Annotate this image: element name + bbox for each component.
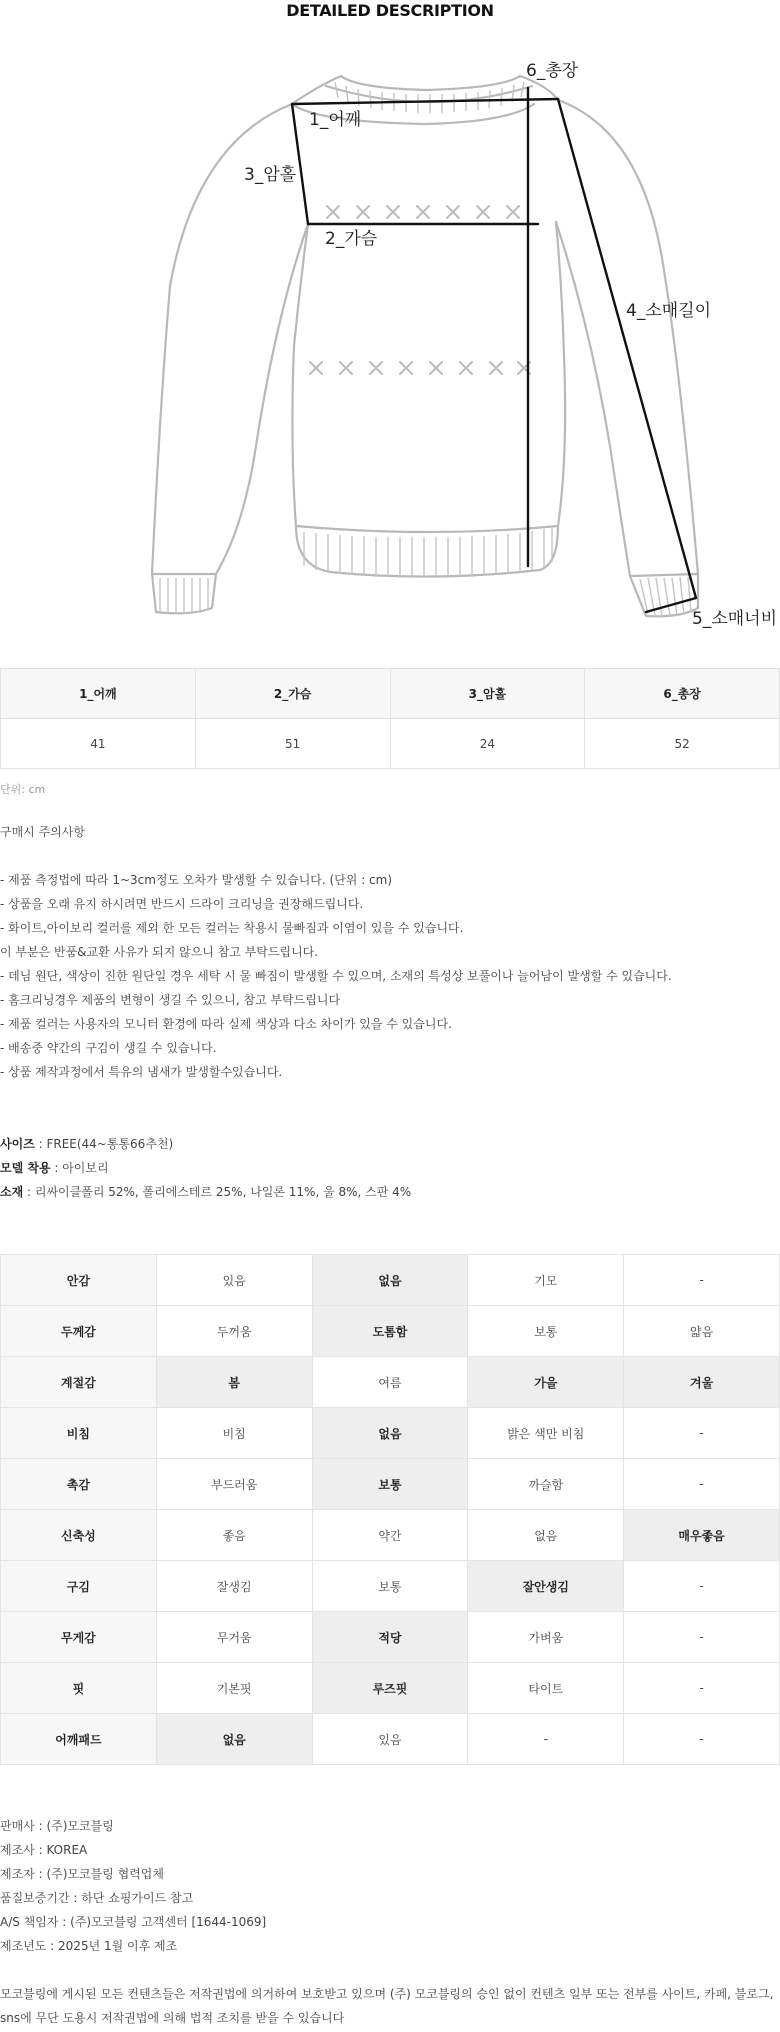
- seller-line: 판매사 : (주)모코블링: [0, 1819, 114, 1833]
- attribute-option: -: [468, 1714, 624, 1765]
- attribute-row: [1, 1510, 780, 1561]
- attribute-option: 밝은 색만 비침: [468, 1408, 624, 1459]
- armhole-line: [292, 104, 308, 224]
- attribute-option: -: [624, 1663, 780, 1714]
- attribute-option: 부드러움: [156, 1459, 312, 1510]
- attribute-option-selected: 루즈핏: [312, 1663, 468, 1714]
- size-header-cell: 6_총장: [585, 669, 780, 719]
- attribute-name-cell: 무게감: [1, 1612, 157, 1663]
- size-header-cell: 2_가슴: [195, 669, 390, 719]
- shoulder-line: [292, 99, 558, 104]
- caution-line: - 배송중 약간의 구김이 생길 수 있습니다.: [0, 1041, 217, 1055]
- attribute-option-selected: 매우좋음: [624, 1510, 780, 1561]
- attribute-option: 기모: [468, 1255, 624, 1306]
- armhole-label: 3_암홀: [244, 165, 297, 185]
- caution-line: - 제품 컬러는 사용자의 모니터 환경에 따라 실제 색상과 다소 차이가 있을 수 있습니다.: [0, 1017, 452, 1031]
- sleeve-width-label: 5_소매너비: [692, 609, 778, 629]
- attribute-option: -: [624, 1459, 780, 1510]
- attribute-option: 있음: [156, 1255, 312, 1306]
- attribute-option: 있음: [312, 1714, 468, 1765]
- seller-line: 제조사 : KOREA: [0, 1843, 88, 1857]
- attribute-option-selected: 잘안생김: [468, 1561, 624, 1612]
- attribute-option: -: [624, 1612, 780, 1663]
- unit-note: 단위: cm: [0, 783, 46, 796]
- seller-line: 품질보증기간 : 하단 쇼핑가이드 참고: [0, 1891, 194, 1905]
- attribute-name-cell: 안감: [1, 1255, 157, 1306]
- size-value-cell: 52: [585, 719, 780, 769]
- attribute-option: 타이트: [468, 1663, 624, 1714]
- attribute-option: 없음: [468, 1510, 624, 1561]
- attribute-option: 보통: [312, 1561, 468, 1612]
- attribute-option: -: [624, 1408, 780, 1459]
- attribute-row: [1, 1306, 780, 1357]
- attribute-name-cell: 두께감: [1, 1306, 157, 1357]
- model-info-label: 모델 착용: [0, 1161, 51, 1175]
- size-value-cell: 41: [1, 719, 196, 769]
- attribute-row: [1, 1459, 780, 1510]
- caution-line: - 홈크리닝경우 제품의 변형이 생길 수 있으니, 참고 부탁드립니다: [0, 993, 341, 1007]
- attribute-option-selected: 겨울: [624, 1357, 780, 1408]
- product-attribute-table: [0, 1254, 780, 1765]
- caution-line: - 화이트,아이보리 컬러를 제외 한 모든 컬러는 착용시 물빠짐과 이염이 있을 수 있습니다.: [0, 921, 464, 935]
- size-table-value-row: [1, 719, 780, 769]
- attribute-name-cell: 촉감: [1, 1459, 157, 1510]
- caution-line: 이 부분은 반품&교환 사유가 되지 않으니 참고 부탁드립니다.: [0, 945, 319, 959]
- attribute-option: 두꺼움: [156, 1306, 312, 1357]
- page-title: DETAILED DESCRIPTION: [286, 1, 494, 20]
- attribute-option: -: [624, 1255, 780, 1306]
- cautions-title: 구매시 주의사항: [0, 825, 85, 839]
- size-value-cell: 51: [195, 719, 390, 769]
- attribute-option: 잘생김: [156, 1561, 312, 1612]
- purchase-cautions: [0, 820, 672, 1084]
- attribute-option-selected: 적당: [312, 1612, 468, 1663]
- size-info-label: 사이즈: [0, 1137, 35, 1151]
- rib-knit-texture: [160, 82, 691, 616]
- shoulder-label: 1_어깨: [309, 110, 362, 130]
- sweater-measurement-diagram: [0, 26, 780, 636]
- attribute-option-selected: 없음: [156, 1714, 312, 1765]
- product-info: [0, 1132, 411, 1204]
- attribute-option: -: [624, 1561, 780, 1612]
- attribute-option: 좋음: [156, 1510, 312, 1561]
- model-info-value: : 아이보리: [50, 1161, 109, 1175]
- attribute-name-cell: 신축성: [1, 1510, 157, 1561]
- sweater-outline: [152, 76, 698, 616]
- caution-line: - 데님 원단, 색상이 진한 원단일 경우 세탁 시 물 빠짐이 발생할 수 있으며, 소재의 특성상 보풀이나 늘어남이 발생할 수 있습니다.: [0, 969, 672, 983]
- caution-line: - 제품 측정법에 따라 1~3cm정도 오차가 발생할 수 있습니다. (단위 : cm): [0, 873, 393, 887]
- material-info-label: 소재: [0, 1185, 24, 1199]
- attribute-option: 비침: [156, 1408, 312, 1459]
- attribute-option: 까슬함: [468, 1459, 624, 1510]
- attribute-name-cell: 핏: [1, 1663, 157, 1714]
- attribute-row: [1, 1255, 780, 1306]
- attribute-row: [1, 1357, 780, 1408]
- material-info-value: : 리싸이클폴리 52%, 폴리에스테르 25%, 나일론 11%, 울 8%, 스판 4%: [23, 1185, 412, 1199]
- attribute-row: [1, 1612, 780, 1663]
- attribute-option-selected: 보통: [312, 1459, 468, 1510]
- model-info: [0, 1156, 411, 1180]
- attribute-option: 가벼움: [468, 1612, 624, 1663]
- seller-line: A/S 책임자 : (주)모코블링 고객센터 [1644-1069]: [0, 1915, 267, 1929]
- seller-line: 제조자 : (주)모코블링 협력업체: [0, 1867, 164, 1881]
- attribute-option-selected: 가을: [468, 1357, 624, 1408]
- attribute-name-cell: 구김: [1, 1561, 157, 1612]
- size-info: [0, 1132, 411, 1156]
- attribute-row: [1, 1663, 780, 1714]
- size-table: [0, 668, 780, 769]
- attribute-option-selected: 없음: [312, 1408, 468, 1459]
- size-header-cell: 3_암홀: [390, 669, 585, 719]
- chest-label: 2_가슴: [325, 229, 378, 249]
- seller-info: [0, 1814, 266, 1958]
- size-table-header-row: [1, 669, 780, 719]
- attribute-name-cell: 계절감: [1, 1357, 157, 1408]
- material-info: [0, 1180, 411, 1204]
- size-header-cell: 1_어깨: [1, 669, 196, 719]
- attribute-name-cell: 어깨패드: [1, 1714, 157, 1765]
- attribute-option: 기본핏: [156, 1663, 312, 1714]
- copyright-notice: 모코블링에 게시된 모든 컨텐츠들은 저작권법에 의거하여 보호받고 있으며 (주) 모코블링의 승인 없이 컨텐츠 일부 또는 전부를 사이트, 카페, 블로그, sns에 무단 도용시 저작권법에 의해 법적 조치를 받을 수 있습니다: [0, 1987, 774, 2025]
- attribute-option: -: [624, 1714, 780, 1765]
- attribute-option: 약간: [312, 1510, 468, 1561]
- attribute-option-selected: 없음: [312, 1255, 468, 1306]
- attribute-option: 무거움: [156, 1612, 312, 1663]
- measurement-lines: [292, 88, 696, 612]
- size-value-cell: 24: [390, 719, 585, 769]
- seller-line: 제조년도 : 2025년 1월 이후 제조: [0, 1939, 178, 1953]
- sleeve-length-label: 4_소매길이: [626, 301, 712, 321]
- attribute-option-selected: 봄: [156, 1357, 312, 1408]
- attribute-option: 보통: [468, 1306, 624, 1357]
- caution-line: - 상품 제작과정에서 특유의 냄새가 발생할수있습니다.: [0, 1065, 283, 1079]
- attribute-row: [1, 1714, 780, 1765]
- total-length-label: 6_총장: [526, 61, 579, 81]
- attribute-row: [1, 1408, 780, 1459]
- attribute-option: 얇음: [624, 1306, 780, 1357]
- attribute-option: 여름: [312, 1357, 468, 1408]
- size-info-value: : FREE(44~통통66추천): [34, 1137, 174, 1151]
- attribute-name-cell: 비침: [1, 1408, 157, 1459]
- attribute-row: [1, 1561, 780, 1612]
- attribute-option-selected: 도톰함: [312, 1306, 468, 1357]
- caution-line: - 상품을 오래 유지 하시려면 반드시 드라이 크리닝을 권장해드립니다.: [0, 897, 364, 911]
